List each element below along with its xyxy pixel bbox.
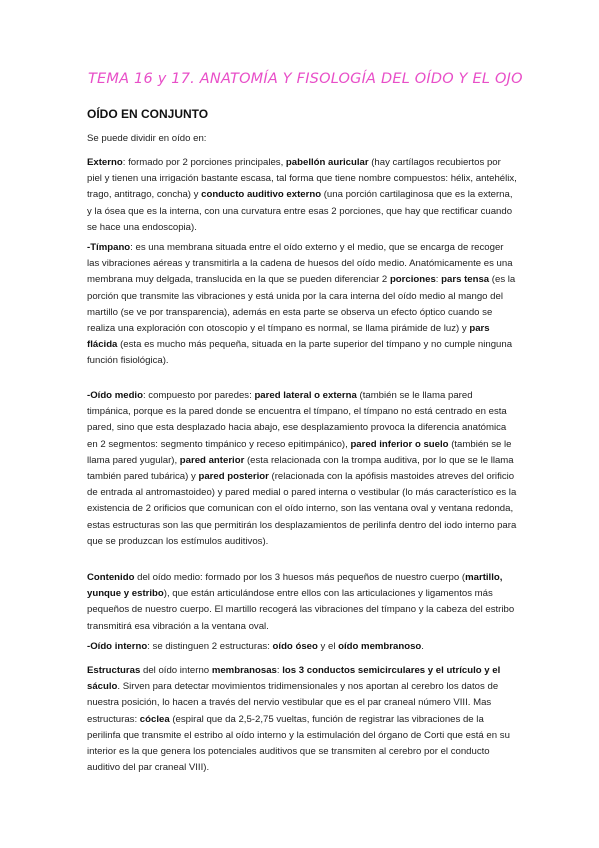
- paragraph-timpano: -Tímpano: es una membrana situada entre el oído externo y el medio, que se encarga de recoger las vibraciones aéreas y transmitirla a la cadena de huesos del oído medio. Anatómicamente es una membrana muy delgada, translucida en la que se pueden diferenciar 2 porciones: pars tensa (es la porción que transmite las vibraciones y está unida por la cara interna del oído medio al mango del martillo (se ve por transparencia), además en esta parte se observa un efecto óptico cuando se realiza una exploración con otoscopio y el tímpano es normal, se llama pirámide de luz) y pars flácida (esta es mucho más pequeña, situada en la parte superior del tímpano y no cumple ninguna función fisiológica).: [87, 242, 516, 367]
- section-heading: OÍDO EN CONJUNTO: [87, 107, 209, 121]
- paragraph-externo: Externo: formado por 2 porciones principales, pabellón auricular (hay cartílagos recubiertos por piel y tienen una irrigación bastante escasa, tal forma que tiene nombre compuestos: hélix, antehélix, trago, antitrago, concha) y conducto auditivo externo (una porción cartilaginosa que es la externa, y la ósea que es la interna, con una curvatura entre esas 2 porciones, que hay que rectificar cuando se hace una endoscopia).: [87, 157, 517, 233]
- term-contenido: Contenido: [87, 572, 135, 583]
- paragraph-oido-medio: -Oído medio: compuesto por paredes: pared lateral o externa (también se le llama pared timpánica, porque es la pared donde se encuentra el tímpano, el tímpano no está centrado en esta pared, sino que esta desplazado hacia abajo, ese desplazamiento provoca la diferencia anatómica en 2 segmentos: segmento timpánico y receso epitimpánico), pared inferior o suelo (también se le llama pared yugular), pared anterior (esta relacionada con la trompa auditiva, por lo que se le llama también pared tubárica) y pared posterior (relacionada con la apófisis mastoides atreves del orificio de entrada al antromastoideo) y pared medial o pared interna o vestibular (lo más característico es la existencia de 2 orificios que comunican con el oído interno, son las ventana oval y ventana redonda, estas estructuras son las que permitirán los desplazamientos de perilinfa dentro del iodo interno para que se produzcan los estímulos auditivos).: [87, 390, 517, 547]
- paragraph-estructuras: Estructuras del oído interno membranosas: los 3 conductos semicirculares y el utrículo y el sáculo. Sirven para detectar movimientos tridimensionales y nos aportan al cerebro los datos de nuestra posición, lo hacen a través del nervio vestibular que es el par craneal número VIII. Mas estructuras: cóclea (espiral que da 2,5-2,75 vueltas, función de registrar las vibraciones de la perilinfa que transmite el estribo al oído interno y la estimulación del órgano de Corti que está en su interior es la que genera los potenciales auditivos que se transmiten al cerebro por el conducto auditivo del par craneal VIII).: [87, 665, 510, 774]
- paragraph-oido-interno: -Oído interno: se distinguen 2 estructuras: oído óseo y el oído membranoso.: [87, 641, 424, 652]
- document-title: TEMA 16 y 17. ANATOMÍA Y FISOLOGÍA DEL OÍDO Y EL OJO: [88, 71, 523, 87]
- intro-paragraph: Se puede dividir en oído en:: [87, 133, 207, 144]
- paragraph-contenido: Contenido del oído medio: formado por los 3 huesos más pequeños de nuestro cuerpo (martillo, yunque y estribo), que están articulándose entre ellos con las articulaciones y ligamentos más pequeños de nuestro cuerpo. El martillo recogerá las vibraciones del tímpano y la cabeza del estribo transmitirá esa vibración a la ventana oval.: [87, 572, 515, 632]
- term-timpano: -Tímpano: [87, 242, 131, 253]
- term-estructuras: Estructuras: [87, 665, 141, 676]
- term-oido-medio: -Oído medio: [87, 390, 143, 401]
- term-oido-interno: -Oído interno: [87, 641, 148, 652]
- term-externo: Externo: [87, 157, 123, 168]
